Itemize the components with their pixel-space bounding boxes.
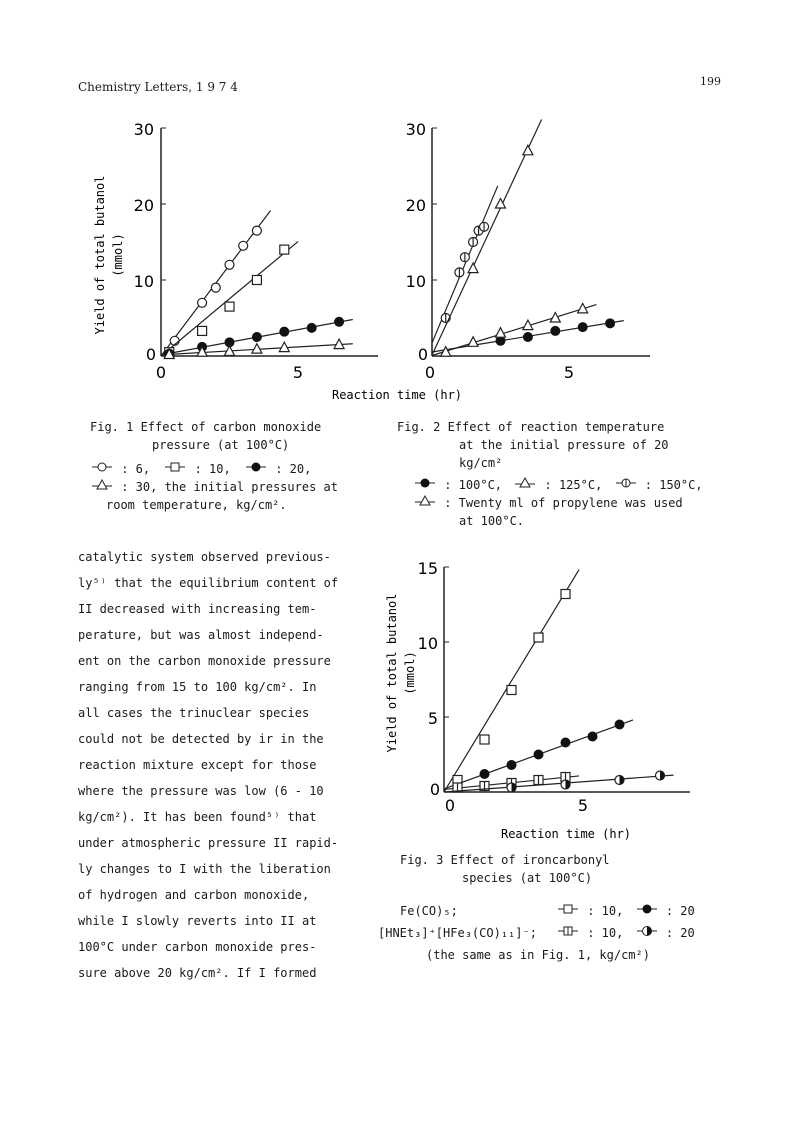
data-point-square-open bbox=[507, 686, 516, 695]
fig3-legend-row1: Fe(CO)₅; : 10, : 20 bbox=[400, 904, 695, 918]
legend-circle-vbar-icon bbox=[614, 477, 638, 489]
body-line: all cases the trinuclear species bbox=[78, 706, 310, 720]
figure-3 bbox=[370, 555, 710, 855]
data-point-triangle-open bbox=[252, 344, 262, 354]
fig2-legend-row1: : 100°C, : 125°C, : 150°C, bbox=[397, 476, 717, 494]
data-point-triangle-open bbox=[523, 145, 533, 155]
fig3-ytick-0: 0 bbox=[429, 780, 440, 799]
data-point-square-open bbox=[280, 245, 289, 254]
fig3-ytick-15: 15 bbox=[417, 559, 438, 578]
fig1-caption bbox=[90, 418, 380, 514]
data-point-circle-open bbox=[239, 241, 248, 250]
data-point-square-open bbox=[561, 590, 570, 599]
fig1-legend-row2: : 30, the initial pressures at bbox=[90, 478, 380, 496]
legend-triangle-open-icon bbox=[90, 479, 114, 491]
data-point-circle-open bbox=[198, 298, 207, 307]
data-point-triangle-open bbox=[279, 342, 289, 352]
fig2-caption-title: Fig. 2 Effect of reaction temperature bbox=[397, 420, 665, 434]
body-line: reaction mixture except for those bbox=[78, 758, 317, 772]
data-point-triangle-open bbox=[550, 313, 560, 323]
fig2-caption-title2: at the initial pressure of 20 bbox=[459, 438, 669, 452]
fig2-caption bbox=[397, 418, 717, 530]
body-line: under atmospheric pressure II rapid- bbox=[78, 836, 339, 850]
data-point-circle-filled bbox=[480, 769, 490, 779]
data-point-circle-vbar bbox=[480, 222, 489, 231]
data-point-circle-vbar bbox=[460, 253, 469, 262]
fig1-axes bbox=[93, 120, 378, 382]
series-line bbox=[432, 305, 596, 356]
fig1-caption-title: Fig. 1 Effect of carbon monoxide bbox=[90, 420, 322, 434]
fig2-ytick-10: 10 bbox=[405, 272, 426, 291]
fig3-xtick-0: 0 bbox=[444, 796, 456, 815]
fig12-xlabel: Reaction time (hr) bbox=[331, 388, 463, 402]
fig2-ytick-20: 20 bbox=[405, 196, 426, 215]
legend-square-open-icon bbox=[556, 903, 580, 915]
data-point-square-vbar bbox=[534, 776, 543, 785]
fig1-ylabel-unit: (mmol) bbox=[111, 233, 125, 277]
data-point-circle-filled bbox=[534, 750, 544, 760]
body-line: II decreased with increasing tem- bbox=[78, 602, 317, 616]
data-point-square-open bbox=[198, 326, 207, 335]
figures-1-2 bbox=[0, 110, 793, 410]
data-point-circle-filled bbox=[588, 732, 598, 742]
fig3-legend-row3: (the same as in Fig. 1, kg/cm²) bbox=[426, 948, 650, 962]
fig2-plot bbox=[432, 119, 624, 356]
fig3-plot bbox=[444, 570, 674, 792]
legend-circle-half-icon bbox=[635, 925, 659, 937]
fig2-caption-title3: kg/cm² bbox=[459, 456, 503, 470]
data-point-circle-half bbox=[507, 783, 516, 792]
body-line: perature, but was almost independ- bbox=[78, 628, 324, 642]
data-point-circle-filled bbox=[334, 317, 344, 327]
fig2-legend-row2: : Twenty ml of propylene was used bbox=[397, 494, 717, 512]
fig1-legend-row1: : 6, : 10, : 20, bbox=[90, 460, 380, 478]
data-point-circle-filled bbox=[605, 318, 615, 328]
legend-triangle-open-icon bbox=[413, 495, 437, 507]
data-point-circle-filled bbox=[279, 327, 289, 337]
fig3-xlabel: Reaction time (hr) bbox=[500, 827, 632, 841]
fig1-ytick-30: 30 bbox=[133, 120, 154, 139]
fig3-caption-title: Fig. 3 Effect of ironcarbonyl bbox=[400, 853, 610, 867]
body-line: catalytic system observed previous- bbox=[78, 550, 331, 564]
legend-circle-filled-icon bbox=[413, 477, 437, 489]
data-point-square-open bbox=[252, 276, 261, 285]
body-line: where the pressure was low (6 - 10 bbox=[78, 784, 324, 798]
fig1-ytick-10: 10 bbox=[133, 272, 154, 291]
fig3-xtick-5: 5 bbox=[577, 796, 589, 815]
body-line: ent on the carbon monoxide pressure bbox=[78, 654, 331, 668]
fig2-legend-row3: at 100°C. bbox=[459, 514, 525, 528]
fig3-legend-row2: [HNEt₃]⁺[HFe₃(CO)₁₁]⁻; : 10, : 20 bbox=[378, 926, 695, 940]
data-point-circle-filled bbox=[550, 326, 560, 336]
fig1-ytick-20: 20 bbox=[133, 196, 154, 215]
data-point-circle-filled bbox=[615, 720, 625, 730]
data-point-circle-filled bbox=[578, 322, 588, 332]
data-point-circle-open bbox=[211, 283, 220, 292]
body-line: of hydrogen and carbon monoxide, bbox=[78, 888, 310, 902]
fig2-ytick-0: 0 bbox=[417, 345, 428, 364]
data-point-square-open bbox=[225, 302, 234, 311]
series-line bbox=[444, 570, 579, 792]
data-point-square-open bbox=[534, 633, 543, 642]
data-point-circle-vbar bbox=[469, 238, 478, 247]
fig1-plot bbox=[161, 210, 353, 358]
data-point-circle-half bbox=[656, 771, 665, 780]
legend-triangle-open-icon bbox=[513, 477, 537, 489]
legend-circle-filled-icon bbox=[244, 461, 268, 473]
fig1-ylabel: Yield of total butanol bbox=[93, 175, 107, 335]
body-line: could not be detected by ir in the bbox=[78, 732, 324, 746]
fig1-ytick-0: 0 bbox=[145, 345, 156, 364]
data-point-circle-half bbox=[561, 780, 570, 789]
data-point-triangle-open bbox=[468, 263, 478, 273]
legend-circle-filled-icon bbox=[635, 903, 659, 915]
body-line: while I slowly reverts into II at bbox=[78, 914, 317, 928]
body-line: kg/cm²). It has been found⁵⁾ that bbox=[78, 810, 317, 824]
fig1-xtick-0: 0 bbox=[155, 363, 167, 382]
fig3-ylabel: Yield of total butanol bbox=[385, 593, 399, 753]
legend-square-open-icon bbox=[163, 461, 187, 473]
data-point-circle-half bbox=[615, 776, 624, 785]
data-point-circle-filled bbox=[252, 332, 262, 342]
fig2-xtick-5: 5 bbox=[563, 363, 575, 382]
fig2-ytick-30: 30 bbox=[405, 120, 426, 139]
data-point-square-open bbox=[480, 735, 489, 744]
page-number: 199 bbox=[700, 75, 721, 88]
fig2-axes bbox=[406, 120, 650, 382]
fig1-legend-row3: room temperature, kg/cm². bbox=[106, 498, 287, 512]
data-point-circle-filled bbox=[507, 760, 517, 770]
fig3-ylabel-unit: (mmol) bbox=[403, 651, 417, 695]
fig3-caption bbox=[400, 851, 710, 887]
data-point-circle-open bbox=[252, 226, 261, 235]
fig2-xtick-0: 0 bbox=[424, 363, 436, 382]
body-line: 100°C under carbon monoxide pres- bbox=[78, 940, 317, 954]
fig1-xtick-5: 5 bbox=[292, 363, 304, 382]
body-line: sure above 20 kg/cm². If I formed bbox=[78, 966, 317, 980]
body-line: ly⁵⁾ that the equilibrium content of bbox=[78, 576, 339, 590]
data-point-circle-filled bbox=[307, 323, 317, 333]
journal-header: Chemistry Letters, 1 9 7 4 bbox=[78, 80, 238, 94]
fig3-caption-title2: species (at 100°C) bbox=[462, 871, 593, 885]
fig3-ytick-10: 10 bbox=[417, 634, 438, 653]
data-point-triangle-open bbox=[441, 347, 451, 357]
legend-square-vbar-icon bbox=[556, 925, 580, 937]
data-point-circle-open bbox=[225, 260, 234, 269]
data-point-circle-vbar bbox=[455, 268, 464, 277]
fig3-legend bbox=[378, 902, 708, 964]
legend-circle-open-icon bbox=[90, 461, 114, 473]
fig3-ytick-5: 5 bbox=[427, 709, 438, 728]
data-point-circle-filled bbox=[561, 738, 571, 748]
body-line: ranging from 15 to 100 kg/cm². In bbox=[78, 680, 317, 694]
fig1-caption-title2: pressure (at 100°C) bbox=[152, 438, 290, 452]
data-point-triangle-open bbox=[496, 328, 506, 338]
data-point-circle-filled bbox=[523, 332, 533, 342]
body-line: ly changes to I with the liberation bbox=[78, 862, 331, 876]
